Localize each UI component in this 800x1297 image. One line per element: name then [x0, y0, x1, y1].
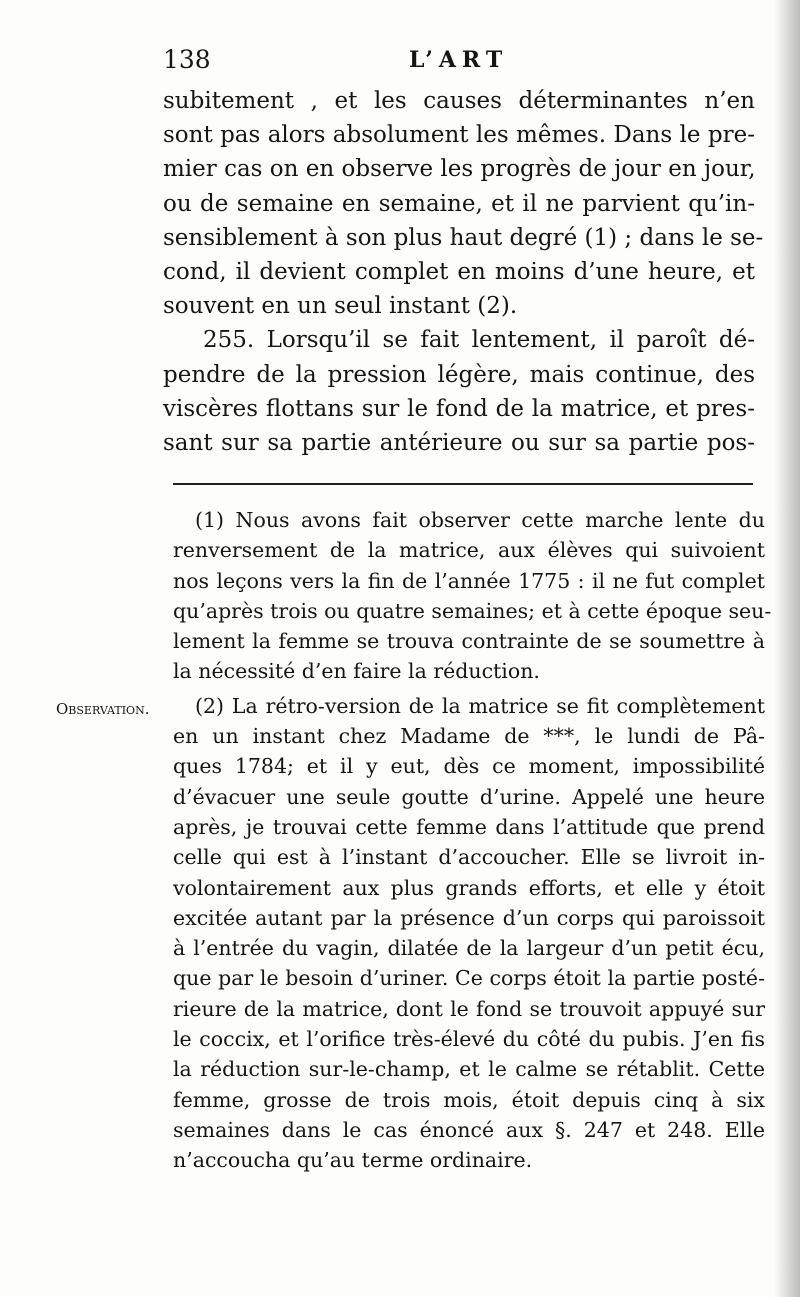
footnote-line: d’évacuer une seule goutte d’urine. Appelé une heure: [173, 784, 765, 809]
footnote-line: volontairement aux plus grands efforts, et elle y étoit: [173, 875, 765, 900]
footnote-line: lement la femme se trouva contrainte de se soumettre à: [173, 629, 765, 654]
running-title: L’ART: [409, 47, 509, 73]
footnote-line: rieure de la matrice, dont le fond se trouvoit appuyé sur: [173, 996, 765, 1021]
footnote-line: (1) Nous avons fait observer cette marche lente du: [195, 508, 765, 532]
footnotes: [173, 505, 772, 1176]
footnote-line: le coccix, et l’orifice très-élevé du côté du pubis. J’en fis: [173, 1027, 765, 1052]
page-header: [163, 45, 763, 85]
footnote-line: qu’après trois ou quatre semaines; et à cette époque seu-: [173, 598, 772, 623]
footnote-line: à l’entrée du vagin, dilatée de la largeur d’un petit écu,: [173, 936, 765, 961]
text-line: subitement , et les causes déterminantes n’en: [163, 88, 755, 114]
footnote-line: renversement de la matrice, aux élèves qui suivoient: [173, 538, 765, 563]
footnote-line: la nécessité d’en faire la réduction.: [173, 659, 540, 684]
footnote-line: après, je trouvai cette femme dans l’attitude que prend: [173, 814, 765, 839]
page-number: 138: [163, 45, 211, 74]
paragraph-254-end: [163, 84, 764, 323]
text-line: ou de semaine en semaine, et il ne parvient qu’in-: [163, 190, 755, 217]
text-line: 255. Lorsqu’il se fait lentement, il paroît dé-: [203, 327, 755, 354]
text-line: sant sur sa partie antérieure ou sur sa partie pos-: [163, 430, 755, 457]
footnote-line: en un instant chez Madame de ***, le lundi de Pâ-: [173, 724, 765, 749]
footnote-line: la réduction sur-le-champ, et le calme se rétablit. Cette: [173, 1057, 765, 1082]
text-line: sensiblement à son plus haut degré (1) ; dans le se-: [163, 224, 764, 251]
text-line: viscères flottans sur le fond de la matrice, et pres-: [163, 395, 755, 422]
footnote-2: [173, 691, 765, 1176]
text-line: pendre de la pression légère, mais continue, des: [163, 361, 755, 388]
text-line: souvent en un seul instant (2).: [163, 293, 518, 320]
text-line: cond, il devient complet en moins d’une heure, et: [163, 259, 755, 286]
footnote-line: femme, grosse de trois mois, étoit depuis cinq à six: [173, 1087, 765, 1112]
footnote-line: n’accoucha qu’au terme ordinaire.: [173, 1148, 533, 1173]
footnote-line: que par le besoin d’uriner. Ce corps étoit la partie posté-: [173, 966, 765, 991]
footnote-line: semaines dans le cas énoncé aux §. 247 et 248. Elle: [173, 1117, 765, 1142]
footnote-line: nos leçons vers la fin de l’année 1775 : il ne fut complet: [173, 568, 765, 593]
footnote-line: ques 1784; et il y eut, dès ce moment, impossibilité: [173, 754, 765, 779]
footnote-line: celle qui est à l’instant d’accoucher. Elle se livroit in-: [173, 845, 765, 870]
text-line: sont pas alors absolument les mêmes. Dans le pre-: [163, 122, 755, 149]
text-line: mier cas on en observe les progrès de jour en jour,: [163, 156, 756, 183]
page-edge-shadow: [774, 0, 800, 1297]
footnote-rule: [173, 483, 753, 485]
footnote-line: excitée autant par la présence d’un corps qui paroissoit: [173, 905, 765, 930]
footnote-1: [173, 505, 772, 687]
paragraph-255: [163, 323, 755, 460]
margin-note-observation: Observation.: [56, 700, 150, 718]
main-text: [163, 84, 764, 460]
footnote-line: (2) La rétro-version de la matrice se fit complètement: [195, 693, 765, 718]
